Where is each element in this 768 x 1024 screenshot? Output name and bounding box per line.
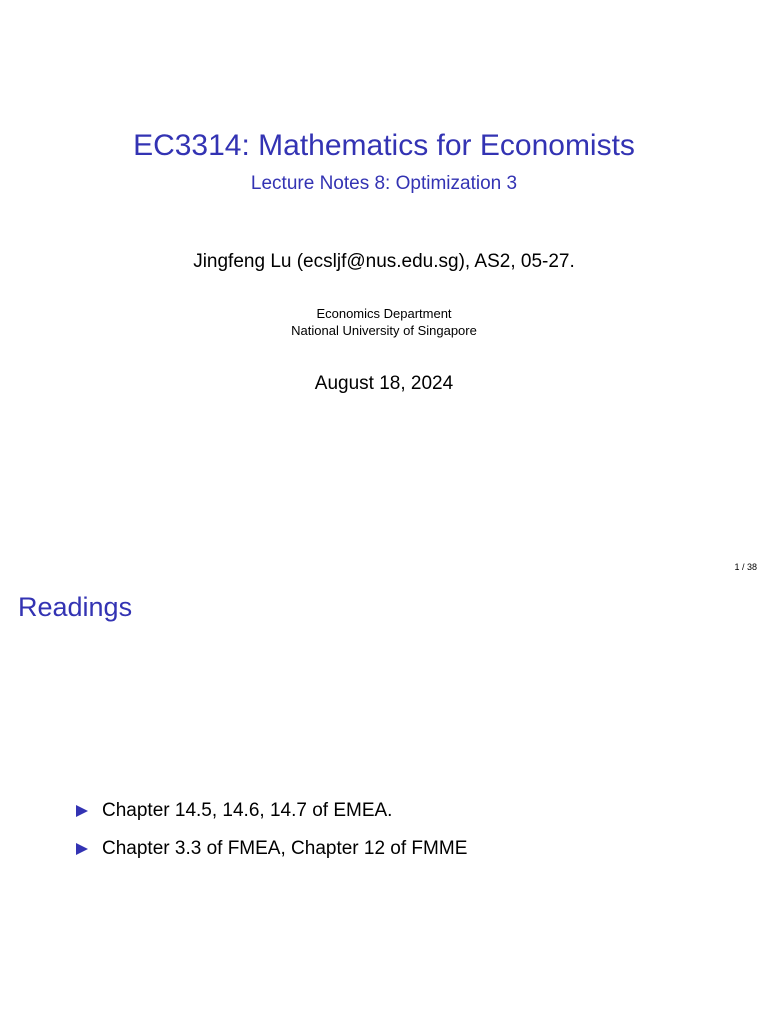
triangle-bullet-icon xyxy=(76,805,88,817)
list-item-text: Chapter 3.3 of FMEA, Chapter 12 of FMME xyxy=(102,838,468,859)
author-line: Jingfeng Lu (ecsljf@nus.edu.sg), AS2, 05-27. xyxy=(193,251,575,272)
readings-slide xyxy=(0,580,768,1024)
frame-title: Readings xyxy=(18,592,133,622)
institute xyxy=(0,305,768,339)
list-item xyxy=(76,799,467,823)
list-item xyxy=(76,837,467,861)
readings-list xyxy=(76,799,467,875)
slide-title: EC3314: Mathematics for Economists xyxy=(133,129,635,162)
slide-subtitle: Lecture Notes 8: Optimization 3 xyxy=(250,173,518,194)
page-number: 1 / 38 xyxy=(734,562,757,572)
institute-department: Economics Department xyxy=(316,306,452,321)
institute-university: National University of Singapore xyxy=(291,323,477,338)
triangle-bullet-icon xyxy=(76,843,88,855)
date: August 18, 2024 xyxy=(314,373,454,394)
list-item-text: Chapter 14.5, 14.6, 14.7 of EMEA. xyxy=(102,800,393,821)
